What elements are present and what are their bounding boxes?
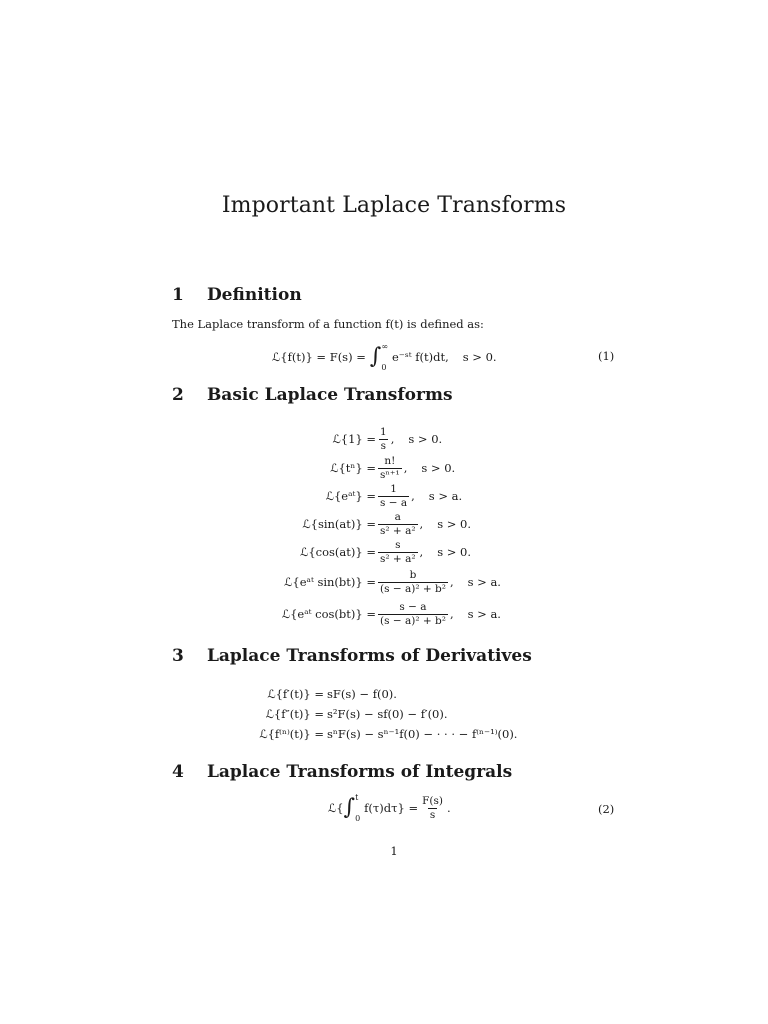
- transform-fraction: [378, 483, 409, 508]
- denominator: s² + a²: [380, 524, 416, 537]
- denominator: (s − a)² + b²: [380, 614, 446, 627]
- section-number: 1: [172, 285, 184, 305]
- derivative-transforms-list: [252, 684, 517, 744]
- integral-fraction: [420, 795, 445, 820]
- derivative-rhs: s²F(s) − sf(0) − f′(0).: [327, 707, 448, 721]
- numerator: s − a: [399, 601, 427, 614]
- derivative-lhs: ℒ{f′(t)} =: [267, 687, 324, 701]
- numerator: n!: [384, 455, 396, 468]
- transform-fraction: [378, 426, 389, 451]
- integrand: e⁻ˢᵗ f(t)dt,: [392, 350, 449, 364]
- section-3-heading: [172, 646, 532, 666]
- transform-lhs: ℒ{eᵃᵗ sin(bt)} =: [284, 575, 376, 589]
- section-number: 2: [172, 385, 184, 405]
- transform-condition: s > a.: [467, 575, 501, 589]
- transform-row: ℒ{tⁿ} = $\frac{n!}{\text{sⁿ⁺¹}}$ , s > 0.: [272, 454, 572, 482]
- transform-fraction: [378, 569, 448, 594]
- derivative-rhs: sF(s) − f(0).: [327, 687, 397, 701]
- transform-fraction: [378, 539, 418, 564]
- integral-upper: ∞: [381, 342, 388, 351]
- transform-lhs: ℒ{1} =: [332, 432, 376, 446]
- equation-lhs: ℒ{: [328, 801, 344, 815]
- transform-row: ℒ{sin(at)} = $\frac{a}{\text{s² + a²}}$ , s > 0.: [272, 510, 572, 538]
- transform-row: ℒ{eᵃᵗ cos(bt)} = $\frac{s - a}{\text{(s − a)² + b²}}$ , s > a.: [272, 598, 572, 630]
- section-title: Definition: [206, 285, 302, 305]
- section-title: Basic Laplace Transforms: [206, 385, 453, 405]
- derivative-row: [252, 724, 517, 744]
- denominator: (s − a)² + b²: [380, 582, 446, 595]
- section-title: Laplace Transforms of Derivatives: [206, 646, 532, 666]
- page-number: 1: [390, 844, 398, 858]
- transform-lhs: ℒ{eᵃᵗ cos(bt)} =: [281, 607, 376, 621]
- derivative-lhs: ℒ{f″(t)} =: [265, 707, 324, 721]
- integral-limits: [355, 793, 360, 823]
- equation-lhs: ℒ{f(t)} = F(s) =: [272, 350, 366, 364]
- transform-condition: s > 0.: [408, 432, 443, 446]
- section-4-heading: [172, 762, 512, 782]
- basic-transforms-list: [272, 424, 572, 630]
- equation-tail: .: [446, 801, 451, 815]
- integral-lower: 0: [381, 363, 387, 372]
- integrand: f(τ)dτ} =: [364, 801, 419, 815]
- transform-fraction: [378, 601, 448, 626]
- integral-sign: ∫: [343, 794, 356, 820]
- numerator: s: [395, 539, 401, 552]
- transform-row: ℒ{1} = $\frac{1}{s}$ , s > 0.: [272, 424, 572, 454]
- definition-equation: [272, 340, 497, 374]
- section-2-heading: [172, 385, 453, 405]
- section-number: 3: [172, 646, 184, 666]
- transform-row: ℒ{eᵃᵗ} = $\frac{1}{s - a}$ , s > a.: [272, 482, 572, 510]
- numerator: 1: [380, 426, 387, 439]
- derivative-lhs: ℒ{f⁽ⁿ⁾(t)} =: [259, 727, 324, 741]
- equation-number: (1): [598, 349, 615, 363]
- denominator: s: [380, 439, 387, 452]
- numerator: b: [409, 569, 417, 582]
- section-number: 4: [172, 762, 184, 782]
- transform-fraction: [378, 511, 418, 536]
- transform-lhs: ℒ{eᵃᵗ} =: [325, 489, 376, 503]
- transform-fraction: [378, 455, 402, 480]
- integral-lower: 0: [355, 814, 361, 823]
- numerator: a: [394, 511, 401, 524]
- transform-row: ℒ{eᵃᵗ sin(bt)} = $\frac{b}{\text{(s − a)² + b²}}$ , s > a.: [272, 566, 572, 598]
- numerator: 1: [390, 483, 397, 496]
- transform-condition: s > a.: [428, 489, 463, 503]
- section-1-heading: [172, 285, 302, 305]
- denominator: s² + a²: [380, 552, 416, 565]
- denominator: s: [429, 808, 436, 821]
- page-title: Important Laplace Transforms: [221, 193, 567, 218]
- integral-sign: ∫: [369, 343, 382, 369]
- definition-intro: The Laplace transform of a function f(t) is defined as:: [172, 317, 484, 331]
- derivative-row: [252, 684, 517, 704]
- section-title: Laplace Transforms of Integrals: [206, 762, 513, 782]
- numerator: F(s): [422, 795, 443, 808]
- derivative-row: [252, 704, 517, 724]
- integral-equation: [328, 791, 451, 825]
- equation-number: (2): [598, 802, 615, 816]
- condition: s > 0.: [462, 350, 497, 364]
- derivative-rhs: sⁿF(s) − sⁿ⁻¹f(0) − · · · − f⁽ⁿ⁻¹⁾(0).: [327, 727, 518, 741]
- transform-condition: s > 0.: [437, 517, 472, 531]
- integral-upper: t: [355, 793, 359, 802]
- transform-condition: s > a.: [467, 607, 501, 621]
- transform-condition: s > 0.: [421, 461, 456, 475]
- denominator: s − a: [380, 496, 408, 509]
- transform-lhs: ℒ{cos(at)} =: [300, 545, 376, 559]
- denominator: sⁿ⁺¹: [380, 468, 400, 481]
- transform-condition: s > 0.: [437, 545, 472, 559]
- transform-lhs: ℒ{tⁿ} =: [330, 461, 376, 475]
- integral-limits: [381, 342, 388, 372]
- transform-row: ℒ{cos(at)} = $\frac{s}{\text{s² + a²}}$ , s > 0.: [272, 538, 572, 566]
- transform-lhs: ℒ{sin(at)} =: [302, 517, 376, 531]
